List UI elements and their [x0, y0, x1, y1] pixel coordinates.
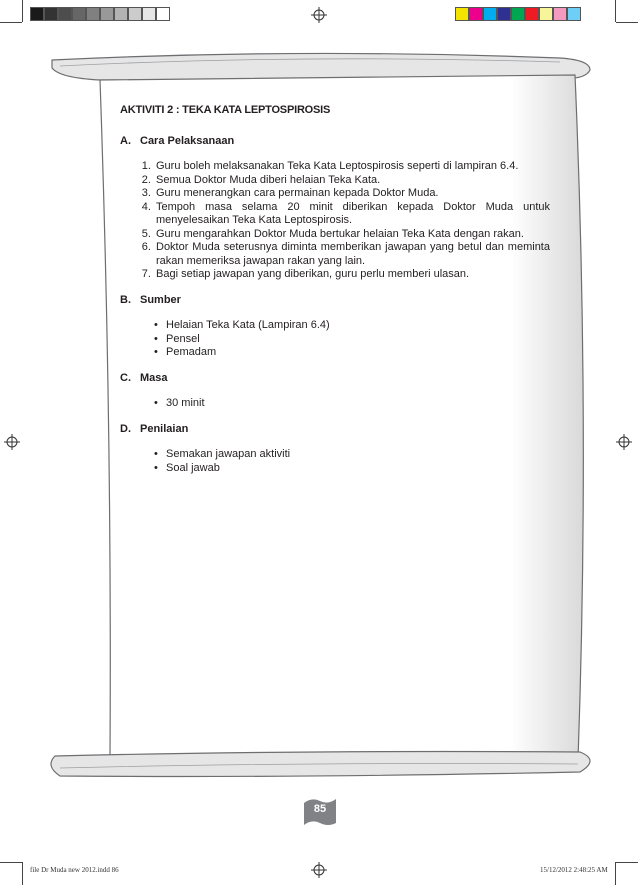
list-item: 3. Guru menerangkan cara permainan kepada Doktor Muda. [154, 187, 550, 201]
bullet-list [120, 319, 550, 360]
section-heading [120, 135, 550, 149]
page-number: 85 [313, 803, 327, 815]
section-c [120, 372, 550, 411]
section-title: Masa [140, 371, 168, 384]
section-letter: A. [120, 134, 131, 147]
list-item: • Pemadam [154, 346, 550, 360]
list-item: • Helaian Teka Kata (Lampiran 6.4) [154, 319, 550, 333]
section-a [120, 135, 550, 282]
section-d [120, 423, 550, 476]
steps-list [120, 160, 550, 282]
footer-timestamp: 15/12/2012 2:48:25 AM [540, 866, 608, 874]
list-item: 7. Bagi setiap jawapan yang diberikan, guru perlu memberi ulasan. [154, 268, 550, 282]
section-title: Penilaian [140, 422, 189, 435]
activity-title: AKTIVITI 2 : TEKA KATA LEPTOSPIROSIS [120, 104, 331, 116]
section-letter: C. [120, 371, 131, 384]
section-letter: B. [120, 293, 131, 306]
list-item: • 30 minit [154, 397, 550, 411]
list-item: • Semakan jawapan aktiviti [154, 448, 550, 462]
list-item: 4. Tempoh masa selama 20 minit diberikan kepada Doktor Muda untuk menyelesaikan Teka Kata Leptospirosis. [154, 201, 550, 228]
section-title: Sumber [140, 293, 181, 306]
section-letter: D. [120, 422, 131, 435]
section-title: Cara Pelaksanaan [140, 134, 235, 147]
list-item: • Pensel [154, 333, 550, 347]
section-heading [120, 372, 550, 386]
list-item: 2. Semua Doktor Muda diberi helaian Teka Kata. [154, 174, 550, 188]
bullet-list [120, 448, 550, 475]
section-heading [120, 294, 550, 308]
list-item: • Soal jawab [154, 462, 550, 476]
bullet-list [120, 397, 550, 411]
section-b [120, 294, 550, 360]
list-item: 5. Guru mengarahkan Doktor Muda bertukar helaian Teka Kata dengan rakan. [154, 228, 550, 242]
section-heading [120, 423, 550, 437]
list-item: 6. Doktor Muda seterusnya diminta memberikan jawapan yang betul dan meminta rakan memeriksa jawapan rakan yang lain. [154, 241, 550, 268]
list-item: 1. Guru boleh melaksanakan Teka Kata Leptospirosis seperti di lampiran 6.4. [154, 160, 550, 174]
footer-filename: file Dr Muda new 2012.indd 86 [30, 866, 119, 874]
activity-content [120, 104, 550, 487]
